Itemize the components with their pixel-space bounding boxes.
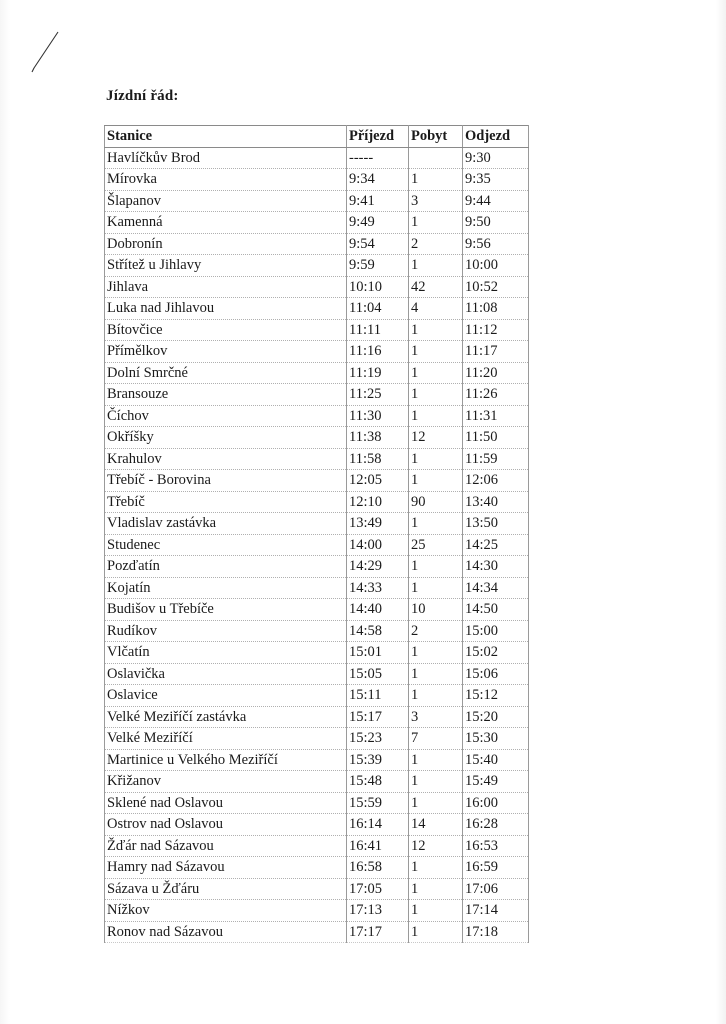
station-cell: Havlíčkův Brod [105,147,347,169]
stay-cell: 3 [409,706,463,728]
stay-cell: 4 [409,298,463,320]
table-row [105,427,529,449]
station-cell: Vladislav zastávka [105,513,347,535]
arrival-cell: 12:10 [347,491,409,513]
table-row [105,298,529,320]
header-stay: Pobyt [409,126,463,148]
header-arrival: Příjezd [347,126,409,148]
table-row [105,835,529,857]
arrival-cell: 15:17 [347,706,409,728]
station-cell: Číchov [105,405,347,427]
pen-stroke-mark [28,30,62,74]
departure-cell: 17:06 [463,878,529,900]
station-cell: Sázava u Žďáru [105,878,347,900]
stay-cell: 1 [409,857,463,879]
station-cell: Studenec [105,534,347,556]
table-row [105,642,529,664]
stay-cell: 1 [409,319,463,341]
departure-cell: 15:30 [463,728,529,750]
stay-cell: 1 [409,642,463,664]
station-cell: Ronov nad Sázavou [105,921,347,943]
departure-cell: 16:00 [463,792,529,814]
arrival-cell: 16:14 [347,814,409,836]
table-row [105,470,529,492]
departure-cell: 15:12 [463,685,529,707]
stay-cell: 1 [409,384,463,406]
table-row [105,577,529,599]
table-row [105,513,529,535]
timetable-body [105,147,529,943]
arrival-cell: 11:30 [347,405,409,427]
arrival-cell: 15:05 [347,663,409,685]
station-cell: Kamenná [105,212,347,234]
arrival-cell: 14:29 [347,556,409,578]
station-cell: Nížkov [105,900,347,922]
stay-cell [409,147,463,169]
station-cell: Velké Meziříčí [105,728,347,750]
table-row [105,384,529,406]
table-row [105,190,529,212]
stay-cell: 7 [409,728,463,750]
station-cell: Okříšky [105,427,347,449]
table-row [105,556,529,578]
departure-cell: 14:34 [463,577,529,599]
table-row [105,147,529,169]
table-row [105,255,529,277]
stay-cell: 1 [409,513,463,535]
station-cell: Luka nad Jihlavou [105,298,347,320]
stay-cell: 1 [409,341,463,363]
arrival-cell: 11:38 [347,427,409,449]
stay-cell: 10 [409,599,463,621]
departure-cell: 15:40 [463,749,529,771]
station-cell: Ostrov nad Oslavou [105,814,347,836]
station-cell: Krahulov [105,448,347,470]
station-cell: Vlčatín [105,642,347,664]
table-row [105,534,529,556]
arrival-cell: 14:40 [347,599,409,621]
stay-cell: 1 [409,921,463,943]
departure-cell: 9:35 [463,169,529,191]
station-cell: Rudíkov [105,620,347,642]
departure-cell: 15:49 [463,771,529,793]
table-row [105,878,529,900]
arrival-cell: 9:54 [347,233,409,255]
table-row [105,663,529,685]
table-row [105,771,529,793]
stay-cell: 12 [409,427,463,449]
departure-cell: 11:59 [463,448,529,470]
arrival-cell: 16:41 [347,835,409,857]
table-row [105,814,529,836]
table-row [105,491,529,513]
arrival-cell: 15:11 [347,685,409,707]
departure-cell: 13:40 [463,491,529,513]
station-cell: Třebíč [105,491,347,513]
station-cell: Oslavice [105,685,347,707]
stay-cell: 3 [409,190,463,212]
table-row [105,448,529,470]
station-cell: Bransouze [105,384,347,406]
stay-cell: 1 [409,470,463,492]
station-cell: Dobronín [105,233,347,255]
arrival-cell: 17:17 [347,921,409,943]
arrival-cell: 9:59 [347,255,409,277]
departure-cell: 15:20 [463,706,529,728]
header-departure: Odjezd [463,126,529,148]
arrival-cell: 17:05 [347,878,409,900]
stay-cell: 2 [409,620,463,642]
station-cell: Oslavička [105,663,347,685]
stay-cell: 12 [409,835,463,857]
timetable [104,125,529,943]
departure-cell: 9:44 [463,190,529,212]
stay-cell: 1 [409,448,463,470]
departure-cell: 14:30 [463,556,529,578]
station-cell: Střítež u Jihlavy [105,255,347,277]
departure-cell: 10:00 [463,255,529,277]
departure-cell: 14:25 [463,534,529,556]
stay-cell: 1 [409,771,463,793]
arrival-cell: 9:49 [347,212,409,234]
station-cell: Třebíč - Borovina [105,470,347,492]
arrival-cell: 14:00 [347,534,409,556]
arrival-cell: 15:39 [347,749,409,771]
table-row [105,706,529,728]
table-row [105,233,529,255]
station-cell: Bítovčice [105,319,347,341]
departure-cell: 11:31 [463,405,529,427]
departure-cell: 11:50 [463,427,529,449]
stay-cell: 2 [409,233,463,255]
station-cell: Hamry nad Sázavou [105,857,347,879]
arrival-cell: 11:25 [347,384,409,406]
departure-cell: 9:50 [463,212,529,234]
table-row [105,169,529,191]
departure-cell: 11:12 [463,319,529,341]
station-cell: Mírovka [105,169,347,191]
departure-cell: 16:53 [463,835,529,857]
departure-cell: 16:59 [463,857,529,879]
departure-cell: 14:50 [463,599,529,621]
departure-cell: 11:20 [463,362,529,384]
table-row [105,900,529,922]
arrival-cell: 14:58 [347,620,409,642]
stay-cell: 1 [409,556,463,578]
departure-cell: 13:50 [463,513,529,535]
table-row [105,685,529,707]
departure-cell: 15:02 [463,642,529,664]
header-station: Stanice [105,126,347,148]
departure-cell: 11:08 [463,298,529,320]
stay-cell: 1 [409,900,463,922]
stay-cell: 1 [409,577,463,599]
arrival-cell: 9:34 [347,169,409,191]
arrival-cell: 11:04 [347,298,409,320]
station-cell: Šlapanov [105,190,347,212]
table-row [105,792,529,814]
departure-cell: 11:26 [463,384,529,406]
station-cell: Sklené nad Oslavou [105,792,347,814]
document-heading: Jízdní řád: [106,88,179,104]
station-cell: Dolní Smrčné [105,362,347,384]
arrival-cell: 11:11 [347,319,409,341]
departure-cell: 9:56 [463,233,529,255]
arrival-cell: 11:58 [347,448,409,470]
stay-cell: 14 [409,814,463,836]
table-row [105,620,529,642]
arrival-cell: 11:16 [347,341,409,363]
stay-cell: 1 [409,685,463,707]
departure-cell: 9:30 [463,147,529,169]
station-cell: Velké Meziříčí zastávka [105,706,347,728]
arrival-cell: 11:19 [347,362,409,384]
stay-cell: 42 [409,276,463,298]
station-cell: Jihlava [105,276,347,298]
table-row [105,319,529,341]
arrival-cell: 12:05 [347,470,409,492]
station-cell: Křižanov [105,771,347,793]
station-cell: Přímělkov [105,341,347,363]
departure-cell: 12:06 [463,470,529,492]
table-row [105,362,529,384]
arrival-cell: 17:13 [347,900,409,922]
arrival-cell: 16:58 [347,857,409,879]
stay-cell: 25 [409,534,463,556]
arrival-cell: 15:01 [347,642,409,664]
departure-cell: 15:00 [463,620,529,642]
stay-cell: 1 [409,878,463,900]
table-row [105,276,529,298]
arrival-cell: 15:59 [347,792,409,814]
stay-cell: 1 [409,362,463,384]
table-row [105,857,529,879]
table-row [105,749,529,771]
departure-cell: 10:52 [463,276,529,298]
station-cell: Pozďatín [105,556,347,578]
departure-cell: 16:28 [463,814,529,836]
stay-cell: 1 [409,792,463,814]
table-row [105,921,529,943]
arrival-cell: 10:10 [347,276,409,298]
stay-cell: 1 [409,749,463,771]
stay-cell: 1 [409,212,463,234]
table-row [105,405,529,427]
station-cell: Martinice u Velkého Meziříčí [105,749,347,771]
table-row [105,212,529,234]
departure-cell: 17:18 [463,921,529,943]
stay-cell: 90 [409,491,463,513]
stay-cell: 1 [409,663,463,685]
table-row [105,599,529,621]
arrival-cell: 15:48 [347,771,409,793]
arrival-cell: ----- [347,147,409,169]
stay-cell: 1 [409,169,463,191]
station-cell: Žďár nad Sázavou [105,835,347,857]
station-cell: Budišov u Třebíče [105,599,347,621]
arrival-cell: 14:33 [347,577,409,599]
arrival-cell: 9:41 [347,190,409,212]
stay-cell: 1 [409,255,463,277]
stay-cell: 1 [409,405,463,427]
departure-cell: 15:06 [463,663,529,685]
station-cell: Kojatín [105,577,347,599]
departure-cell: 17:14 [463,900,529,922]
departure-cell: 11:17 [463,341,529,363]
timetable-header-row [105,126,529,148]
table-row [105,728,529,750]
arrival-cell: 15:23 [347,728,409,750]
arrival-cell: 13:49 [347,513,409,535]
table-row [105,341,529,363]
